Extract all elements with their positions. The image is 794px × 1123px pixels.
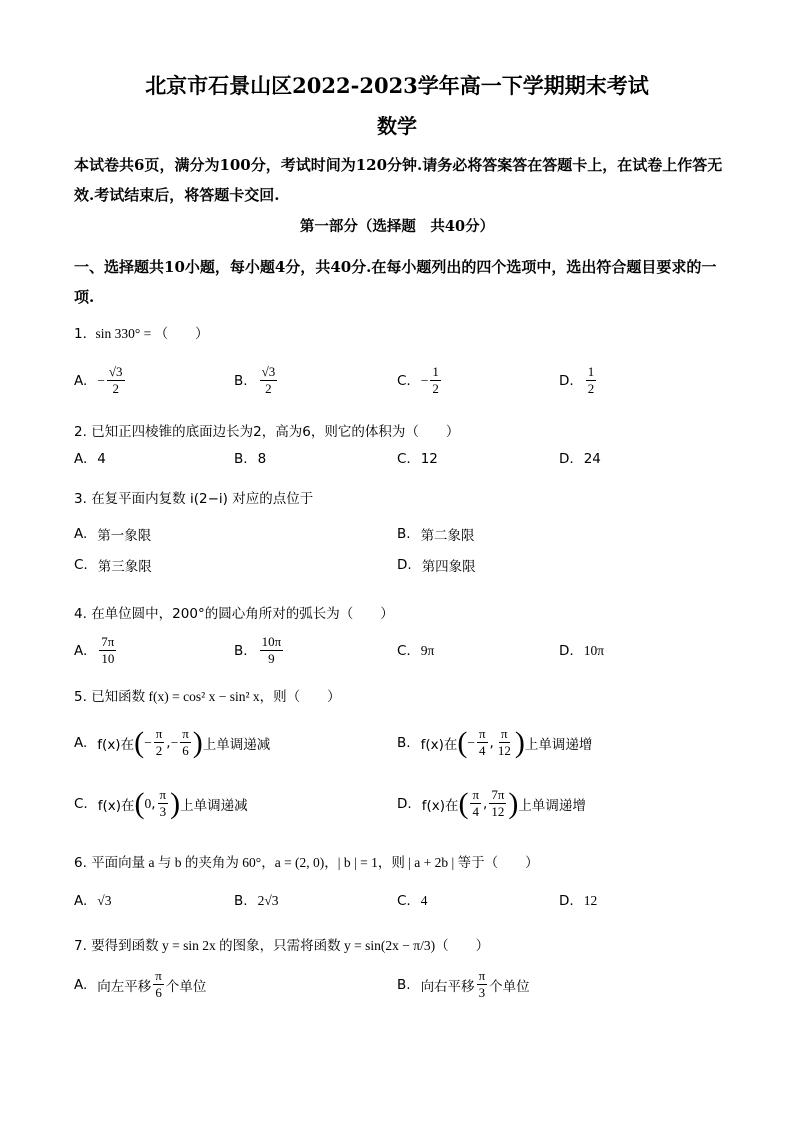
option-2c: C. 12	[397, 451, 438, 467]
exam-title: 北京市石景山区2022-2023学年高一下学期期末考试	[145, 73, 649, 98]
question-6: 6. 平面向量 a 与 b 的夹角为 60°，a = (2, 0)，| b | = 1，则 | a + 2b | 等于（ ）	[74, 855, 539, 871]
option-5a: A. f(x)在 ( − $\frac{\pi}{2}$ , − $\frac{\pi}{6}$ ) 上单调递减	[74, 725, 271, 759]
exam-subject: 数学	[377, 114, 417, 138]
option-3a: A. 第一象限	[74, 526, 152, 544]
question-stem: 要得到函数 y = sin 2x 的图象，只需将函数 y = sin(2x − π/3)（ ）	[91, 938, 490, 953]
option-6b: B. 2√3	[234, 893, 279, 909]
option-4c: C. 9π	[397, 643, 435, 659]
question-7: 7. 要得到函数 y = sin 2x 的图象，只需将函数 y = sin(2x − π/3)（ ）	[74, 938, 490, 954]
option-1c: C. − $\frac{1}{2}$	[397, 364, 439, 396]
option-6c: C. 4	[397, 893, 428, 909]
option-1d: D. $\frac{1}{2}$	[559, 364, 595, 396]
option-2a: A. 4	[74, 451, 106, 467]
option-3b: B. 第二象限	[397, 526, 475, 544]
option-3d: D. 第四象限	[397, 557, 476, 575]
section-heading: 一、选择题共10小题，每小题4分，共40分.在每小题列出的四个选项中，选出符合题目要求的一项.	[74, 258, 717, 306]
question-1	[74, 322, 209, 342]
option-6a: A. √3	[74, 893, 112, 909]
question-2: 2. 已知正四棱锥的底面边长为2，高为6，则它的体积为（ ）	[74, 424, 460, 440]
option-1a: A. − $\frac{√3}{2}$	[74, 364, 123, 396]
option-5b: B. f(x)在 ( − $\frac{\pi}{4}$ , $\frac{\pi}{12}$ ) 上单调递增	[397, 725, 593, 759]
question-number: 1.	[74, 326, 87, 342]
option-4d: D. 10π	[559, 643, 605, 659]
question-stem: 已知函数 f(x) = cos² x − sin² x，则（ ）	[91, 689, 341, 704]
option-2b: B. 8	[234, 451, 267, 467]
question-stem: 已知正四棱锥的底面边长为2，高为6，则它的体积为（ ）	[91, 424, 460, 440]
question-stem: 平面向量 a 与 b 的夹角为 60°，a = (2, 0)，| b | = 1，则 | a + 2b | 等于（ ）	[91, 855, 539, 870]
option-7a: A. 向左平移 $\frac{\pi}{6}$ 个单位	[74, 968, 207, 1000]
option-4b: B. $\frac{10\pi}{9}$	[234, 634, 282, 666]
question-stem: sin 330° = （ ）	[95, 326, 209, 341]
exam-instructions: 本试卷共6页，满分为100分，考试时间为120分钟.请务必将答案答在答题卡上，在试卷上作答无效.考试结束后，将答题卡交回.	[74, 156, 723, 204]
option-7b: B. 向右平移 $\frac{\pi}{3}$ 个单位	[397, 968, 530, 1000]
option-4a: A. $\frac{7\pi}{10}$	[74, 634, 115, 666]
option-1b: B. $\frac{√3}{2}$	[234, 364, 276, 396]
question-stem: 在复平面内复数 i(2−i) 对应的点位于	[91, 491, 314, 507]
question-3: 3. 在复平面内复数 i(2−i) 对应的点位于	[74, 491, 314, 507]
option-5d: D. f(x)在 ( $\frac{\pi}{4}$ , $\frac{7\pi}{12}$ ) 上单调递增	[397, 786, 586, 820]
question-stem: 在单位圆中，200°的圆心角所对的弧长为（ ）	[91, 606, 394, 622]
question-5: 5. 已知函数 f(x) = cos² x − sin² x，则（ ）	[74, 689, 341, 705]
option-6d: D. 12	[559, 893, 598, 909]
option-3c: C. 第三象限	[74, 557, 152, 575]
part-heading: 第一部分（选择题 共40分）	[299, 218, 495, 235]
option-2d: D. 24	[559, 451, 601, 467]
question-4: 4. 在单位圆中，200°的圆心角所对的弧长为（ ）	[74, 606, 394, 622]
option-5c: C. f(x)在 ( 0 , $\frac{\pi}{3}$ ) 上单调递减	[74, 786, 248, 820]
